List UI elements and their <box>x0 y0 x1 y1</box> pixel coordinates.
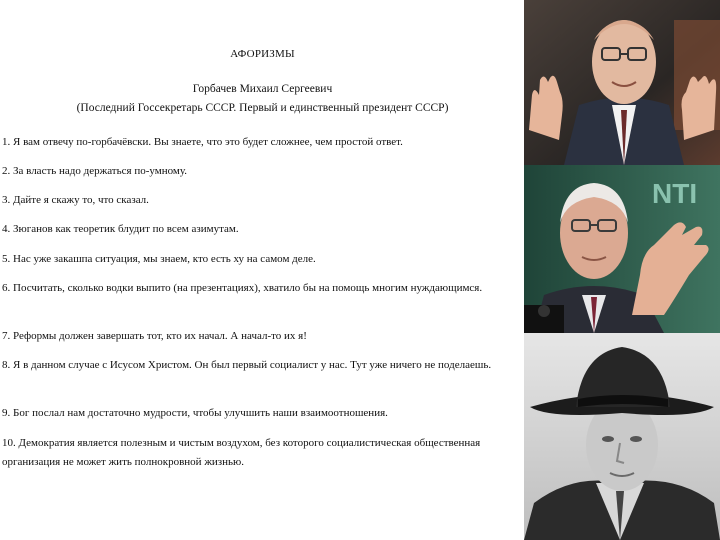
aphorism-item: 3. Дайте я скажу то, что сказал. <box>2 194 149 206</box>
photo-gorbachev-hands-raised <box>524 0 720 165</box>
photo-young-man-in-hat <box>524 333 720 540</box>
author-description: (Последний Госсекретарь СССР. Первый и единственный президент СССР) <box>76 102 449 114</box>
photo-gorbachev-elderly-gesturing <box>524 165 720 333</box>
svg-text:NTI: NTI <box>652 178 698 209</box>
aphorism-item: 10. Демократия является полезным и чистым воздухом, без которого социалистическая общественная организация не может жить полнокровной жизнью. <box>2 437 481 468</box>
aphorism-item: 1. Я вам отвечу по-горбачёвски. Вы знаете, что это будет сложнее, чем простой ответ. <box>2 136 403 148</box>
aphorism-item: 2. За власть надо держаться по-умному. <box>2 165 187 177</box>
aphorism-item: 5. Нас уже закашпа ситуация, мы знаем, кто есть ху на самом деле. <box>2 253 316 265</box>
aphorism-item: 9. Бог послал нам достаточно мудрости, чтобы улучшить наши взаимоотношения. <box>2 407 388 419</box>
aphorism-item: 6. Посчитать, сколько водки выпито (на презентациях), хватило бы на помощь многим нуждающимся. <box>2 282 483 294</box>
aphorism-item: 4. Зюганов как теоретик блудит по всем азимутам. <box>2 223 239 235</box>
author-block <box>0 80 525 118</box>
aphorism-item: 8. Я в данном случае с Исусом Христом. Он был первый социалист у нас. Тут уже ничего не поделаешь. <box>2 359 492 371</box>
page-title: АФОРИЗМЫ <box>230 48 295 60</box>
aphorism-item: 7. Реформы должен завершать тот, кто их начал. А начал-то их я! <box>2 330 307 342</box>
author-name: Горбачев Михаил Сергеевич <box>192 83 333 95</box>
